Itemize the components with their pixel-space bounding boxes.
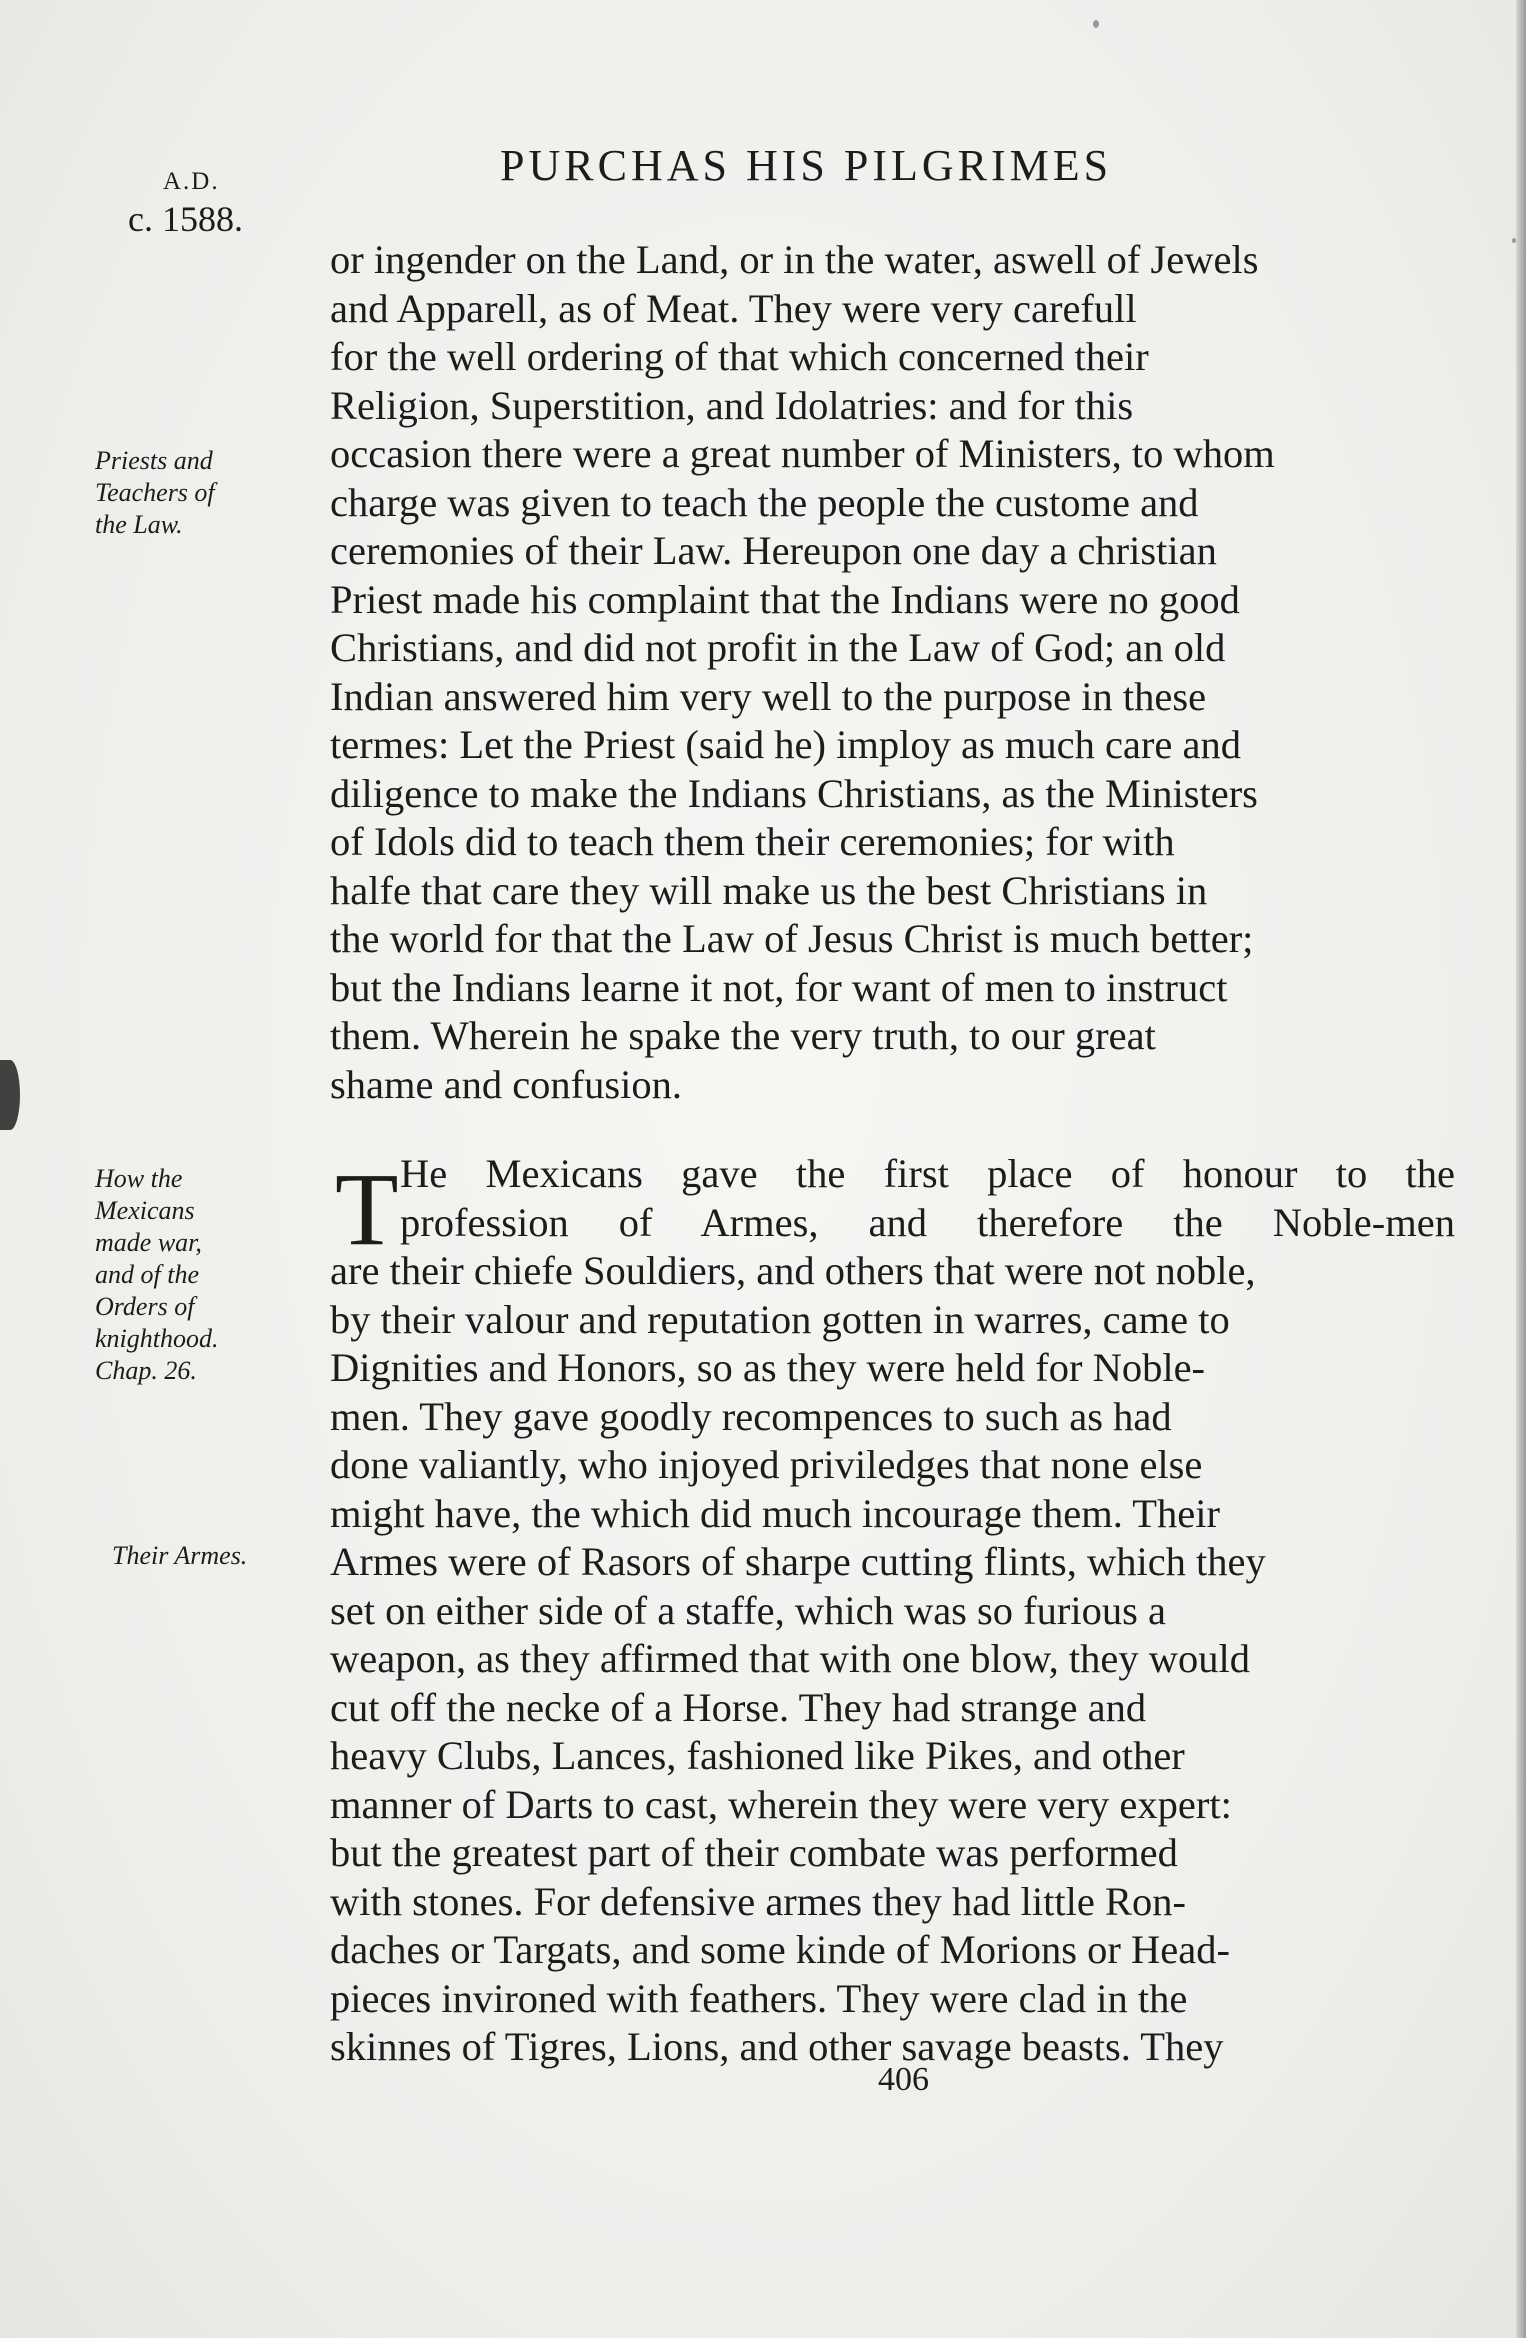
page-edge: [1516, 0, 1526, 2338]
margin-note-mexicans-war: How the Mexicans made war, and of the Orders of knighthood. Chap. 26.: [95, 1164, 219, 1385]
speck: [1093, 20, 1099, 28]
margin-note-priests: Priests and Teachers of the Law.: [95, 446, 215, 539]
header-year-label: A.D.: [163, 168, 220, 195]
page-blot: [0, 1060, 20, 1130]
running-head: PURCHAS HIS PILGRIMES: [500, 141, 1113, 190]
speck: [1512, 238, 1516, 243]
paragraph-two: are their chiefe Souldiers, and others that were not noble, by their valour and reputation gotten in warres, came to Dignities and Honors, so as they were held for Noble- men. They gave goodly recompences to such as had done valiantly, who injoyed priviledges that none else might have, the which did much incourage them. Their Armes were of Rasors of sharpe cutting flints, which they set on either side of a staffe, which was so furious a weapon, as they affirmed that with one blow, they would cut off the necke of a Horse. They had strange and heavy Clubs, Lances, fashioned like Pikes, and other manner of Darts to cast, wherein they were very expert: but the greatest part of their combate was performed with stones. For defensive armes they had little Ron- daches or Targats, and some kinde of Morions or Head- pieces invironed with feathers. They were clad in the skinnes of Tigres, Lions, and other savage beasts. They: [330, 1248, 1266, 2069]
margin-note-armes: Their Armes.: [112, 1541, 248, 1570]
header-date: c. 1588.: [128, 199, 243, 239]
paragraph-one: or ingender on the Land, or in the water, aswell of Jewels and Apparell, as of Meat. They were very carefull for the well ordering of that which concerned their Religion, Superstition, and Idolatries: and for this occasion there were a great number of Ministers, to whom charge was given to teach the people the custome and ceremonies of their Law. Hereupon one day a christian Priest made his complaint that the Indians were no good Christians, and did not profit in the Law of God; an old Indian answered him very well to the purpose in these termes: Let the Priest (said he) imploy as much care and diligence to make the Indians Christians, as the Ministers of Idols did to teach them their ceremonies; for with halfe that care they will make us the best Christians in the world for that the Law of Jesus Christ is much better; but the Indians learne it not, for want of men to instruct them. Wherein he spake the very truth, to our great shame and confusion.: [330, 237, 1275, 1107]
drop-cap: T: [335, 1152, 399, 1267]
paragraph-two-opening: He Mexicans gave the first place of honour to the profession of Armes, and therefore the Noble-men: [400, 1151, 1455, 1245]
page-number: 406: [878, 2061, 929, 2098]
